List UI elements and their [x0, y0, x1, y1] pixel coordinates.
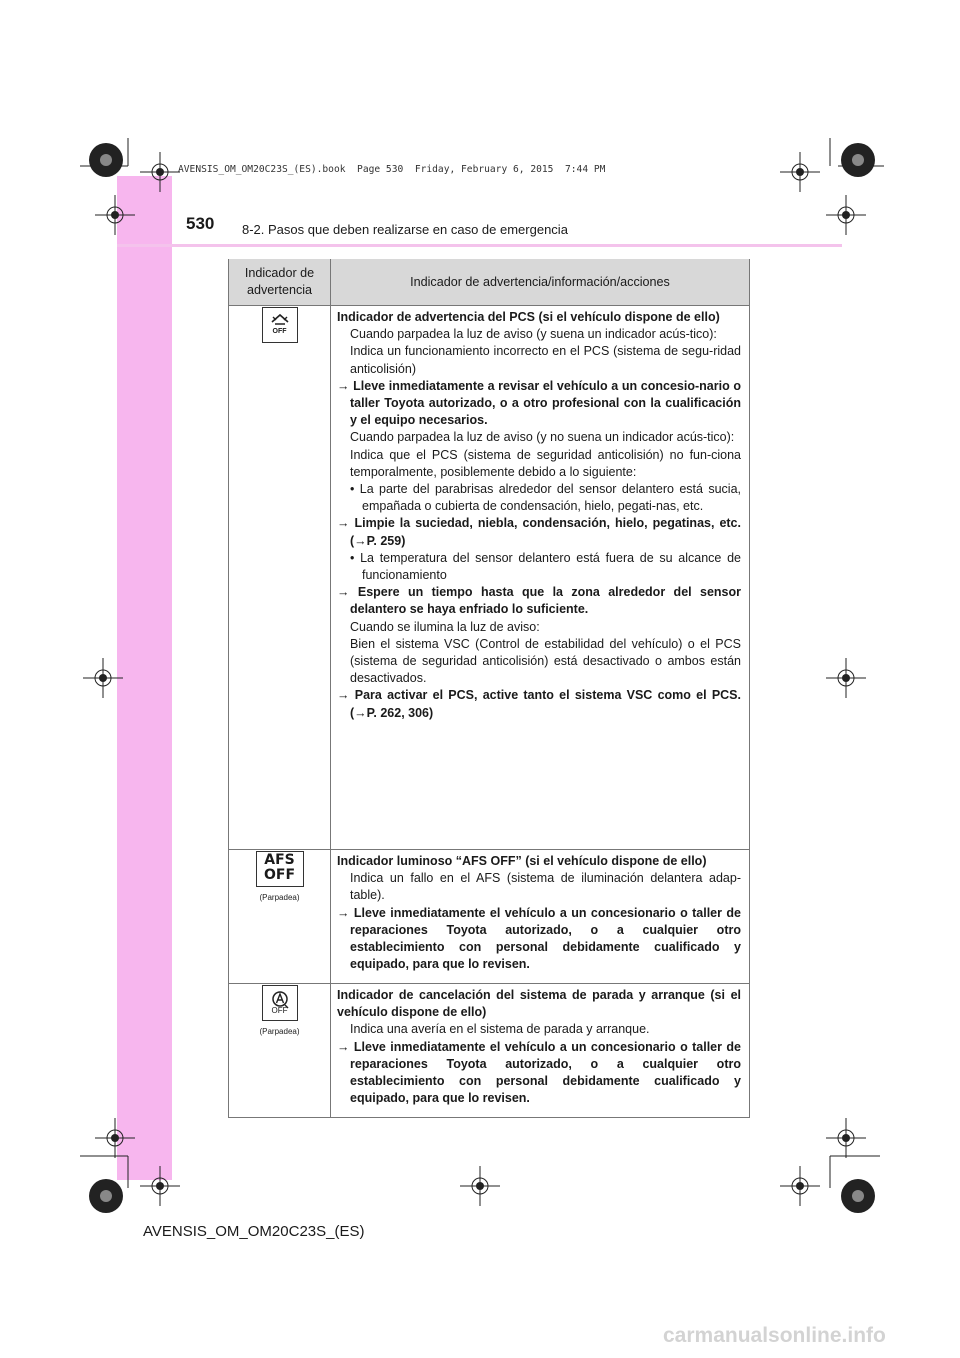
row-text: Indica que el PCS (sistema de seguridad anticolisión) no fun-ciona temporalmente, posiblemente debido a lo siguiente:	[350, 447, 741, 479]
icon-caption: (Parpadea)	[259, 1027, 300, 1036]
row-action: → Lleve inmediatamente el vehículo a un concesionario o taller de reparaciones Toyota autorizado, o a cualquier otro establecimiento con personal debidamente cualificado y equipado, para que lo revisen.	[337, 1039, 741, 1106]
crosshair-target	[826, 1118, 866, 1158]
corner-target-top-left	[86, 140, 126, 180]
crosshair-target	[95, 1118, 135, 1158]
crosshair-target	[140, 1166, 180, 1206]
table-row	[229, 850, 750, 984]
row-title: Indicador luminoso “AFS OFF” (si el vehículo dispone de ello)	[337, 854, 707, 868]
table-header-row	[229, 259, 750, 306]
crosshair-target	[460, 1166, 500, 1206]
book-stamp: AVENSIS_OM_OM20C23S_(ES).book Page 530 Friday, February 6, 2015 7:44 PM	[178, 164, 606, 175]
row-action: → Espere un tiempo hasta que la zona alrededor del sensor delantero se haya enfriado lo suficiente.	[337, 585, 741, 617]
crosshair-target	[826, 195, 866, 235]
crosshair-target	[140, 152, 180, 192]
pcs-off-icon	[262, 307, 298, 343]
row-title: Indicador de cancelación del sistema de parada y arranque (si el vehículo dispone de ello)	[337, 988, 741, 1020]
row-bullet: • La parte del parabrisas alrededor del sensor delantero está sucia, empañada o cubierta de condensación, hielo, pegati-nas, etc.	[350, 482, 741, 514]
side-color-band	[117, 176, 172, 1180]
section-title: 8-2. Pasos que deben realizarse en caso de emergencia	[242, 222, 568, 237]
warning-indicator-table	[228, 259, 750, 1118]
crosshair-target	[780, 152, 820, 192]
document-code: AVENSIS_OM_OM20C23S_(ES)	[143, 1223, 365, 1240]
corner-target-bottom-left	[86, 1176, 126, 1216]
table-row	[229, 984, 750, 1118]
row-bullet: • La temperatura del sensor delantero está fuera de su alcance de funcionamiento	[350, 550, 741, 583]
page-number: 530	[186, 214, 215, 233]
indicator-cell	[229, 984, 331, 1118]
stop-start-off-icon	[262, 985, 298, 1021]
crosshair-target	[83, 658, 123, 698]
icon-label: OFF	[271, 1005, 288, 1015]
row-text: Cuando se ilumina la luz de aviso:	[350, 619, 540, 634]
row-action: → Lleve inmediatamente a revisar el vehículo a un concesio-nario o taller Toyota autorizado, o a otro profesional con la cualificación y el equipo necesarios.	[337, 378, 741, 428]
crosshair-target	[780, 1166, 820, 1206]
row-action: → Lleve inmediatamente el vehículo a un concesionario o taller de reparaciones Toyota autorizado, o a cualquier otro establecimiento con personal debidamente cualificado y equipado, para que lo revisen.	[337, 905, 741, 972]
indicator-cell	[229, 306, 331, 850]
row-text: Bien el sistema VSC (Control de estabilidad del vehículo) o el PCS (sistema de seguridad anticolisión) está desactivado o ambos están desactivados.	[350, 636, 741, 686]
row-text: Indica una avería en el sistema de parada y arranque.	[350, 1022, 650, 1037]
table-row	[229, 306, 750, 850]
icon-label: AFS OFF	[263, 852, 296, 883]
column-header-indicator: Indicador de advertencia	[229, 259, 331, 306]
watermark: carmanualsonline.info	[663, 1324, 886, 1347]
row-title: Indicador de advertencia del PCS (si el vehículo dispone de ello)	[337, 310, 720, 324]
column-header-description: Indicador de advertencia/información/acciones	[331, 259, 750, 306]
description-cell	[331, 306, 750, 850]
header-rule	[117, 244, 842, 247]
row-text: Cuando parpadea la luz de aviso (y suena un indicador acús-tico):	[350, 327, 717, 342]
description-cell	[331, 850, 750, 984]
crosshair-target	[826, 658, 866, 698]
description-cell	[331, 984, 750, 1118]
icon-caption: (Parpadea)	[259, 893, 300, 902]
crosshair-target	[95, 195, 135, 235]
icon-label: OFF	[272, 327, 287, 335]
row-text: Indica un funcionamiento incorrecto en el PCS (sistema de segu-ridad anticolisión)	[350, 344, 741, 376]
row-text: Cuando parpadea la luz de aviso (y no suena un indicador acús-tico):	[350, 430, 735, 445]
row-action: → Limpie la suciedad, niebla, condensación, hielo, pegatinas, etc. (→P. 259)	[337, 516, 741, 548]
row-text: Indica un fallo en el AFS (sistema de iluminación delantera adap-table).	[350, 871, 741, 903]
corner-target-top-right	[838, 140, 878, 180]
indicator-cell	[229, 850, 331, 984]
corner-target-bottom-right	[838, 1176, 878, 1216]
afs-off-icon	[256, 851, 304, 887]
row-action: → Para activar el PCS, active tanto el sistema VSC como el PCS. (→P. 262, 306)	[337, 688, 741, 720]
